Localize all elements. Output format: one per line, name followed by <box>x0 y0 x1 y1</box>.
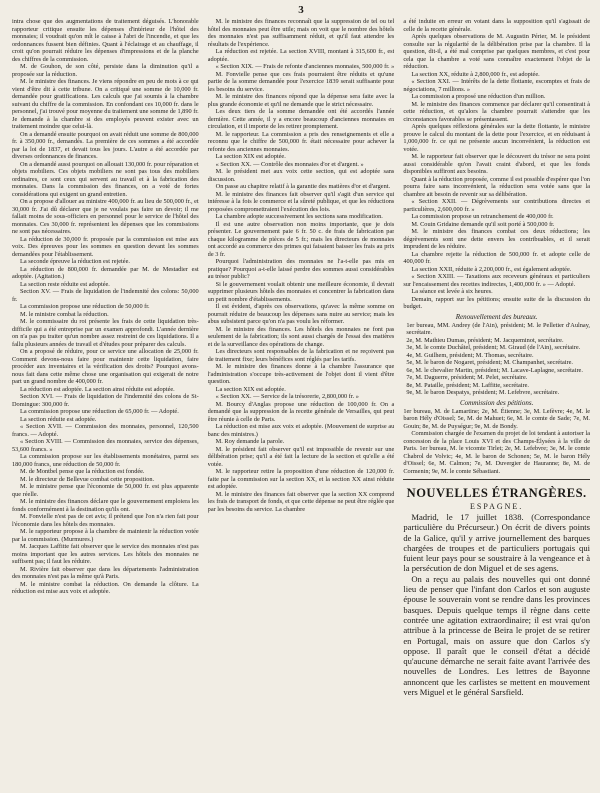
paragraph: Demain, rapport sur les pétitions; ensuite suite de la discussion du budget. <box>403 295 590 310</box>
paragraph: M. Jacques Laffitte fait observer que le service des monnaies n'est pas moins important que les autres services. Les hôtels des monnaies ne suffisent pas; il faut les réduire. <box>12 543 199 565</box>
paragraph: M. le ministre des finances combat ces deux réductions; les dégrèvements sont une dette envers les contribuables, et il serait imprudent de les réduire. <box>403 228 590 250</box>
paragraph: « Section XIX. — Frais de refonte d'anciennes monnaies, 500,000 fr. » <box>215 63 395 70</box>
paragraph: « Section XX. — Contrôle des monnaies d'or et d'argent. » <box>215 160 364 168</box>
column-2 <box>208 18 395 789</box>
paragraph: Il est évident, d'après ces observations, qu'avec la même somme on pourrait réduire de beaucoup les dépenses sans nuire au service; mais les abus subsistent parce qu'on n'a pas voulu les réformer. <box>207 303 395 325</box>
paragraph: Il est une autre observation non moins importante, que je dois présenter. Le gouvernement paie 6 fr. 50 c. de frais de fabrication par chaque kilogramme de pièces de 5 fr.; mais les directeurs de monnaies ont accordé au commerce des primes qui faisaient baisser les frais au prix de 3 fr. <box>207 220 395 258</box>
paragraph: La commission propose une réduction de 65,000 fr. — Adopté. <box>20 408 179 415</box>
paragraph: M. Rivière fait observer que dans les départements l'administration des monnaies n'est pas la même qu'à Paris. <box>12 565 199 580</box>
paragraph: M. le rapporteur. La commission a pris des renseignements et elle a reconnu que le chiffre de 500,000 fr. était nécessaire pour achever la refonte des anciennes monnaies. <box>207 130 395 153</box>
renouvellement-title: Renouvellement des bureaux. <box>455 312 538 321</box>
bureau-entry: 8e, M. Pataille, président; M. Laffitte, secrétaire. <box>406 381 529 389</box>
foreign-text: On a reçu au palais des nouvelles qui ont donné lieu de penser que l'infant don Carlos et son auguste épouse le souverain vont se rendre dans les provinces basques. Depuis quelque temps il règne dans cette contrée une agitation extraordinaire; il est vrai qu'on attribue à la princesse de Beira le projet de se retirer en Portugal, mais on assure que don Carlos s'y oppose. Il paraît que le conseil d'état a décidé qu'aucune démarche ne serait faite avant l'arrivée des nouvelles de Londres. Les lettres de Bayonne annoncent que les carlistes se mettent en mouvement vers Miguel et le général Sarsfield. <box>403 573 590 698</box>
foreign-lead: Madrid, le 17 juillet 1838. (Correspondance particulière du Précurseur.) On écrit de divers points de la Galice, qu'il y arrive journellement des barques chargées de troupes et de particuliers portugais qui fuient leur pays pour se soustraire à la vengeance et à la persécution de don Miguel et de ses agens. <box>403 512 590 574</box>
bureau-entry: 1er bureau, MM. Andrey (de l'Ain), président; M. le Pelletier d'Aulnay, secrétaire. <box>406 321 590 336</box>
paragraph: M. le président met aux voix cette section, qui est adoptée sans discussion. <box>207 168 395 183</box>
paragraph: La séance est levée à six heures. <box>411 288 493 295</box>
section-rule <box>403 479 590 480</box>
paragraph: Après quelques réflexions générales sur la dette flottante, le ministre prouve le calcul du montant de la dette pour l'exercice, et en réduisant à 1,000,000 fr. ce qui ne présente aucun inconvénient, la réduction est votée. <box>403 123 590 153</box>
paragraph: Après quelques observations de M. Augustin Périer, M. le président consulte sur la régularité de la délibération prise par la chambre. Il la question, dit-il, a été mal comprise par quelques membres, et c'est pour cela que la chambre a voté sans connaître exactement l'objet de la réduction. <box>403 33 590 70</box>
paragraph: La commission propose une réduction de 50,000 fr. <box>20 303 150 310</box>
paragraph: La seconde épreuve la réduction est rejetée. <box>20 258 130 265</box>
paragraph: La section reste réduite est adoptée. <box>20 280 110 288</box>
paragraph: M. Bourcy d'Anglas propose une réduction de 100,000 fr. On a demandé que la suppression de la recette générale de Versailles, qui peut être réunie à celle de Paris. <box>207 400 395 423</box>
paragraph: On a demandé aussi pourquoi on allouait 130,000 fr. pour réparation et objets mobiliers. Ces objets mobiliers ne sont pas tous des mobiliers ordinaires, ce sont ceux qui servent au travail et à la fabrication des monnaies. Dans la commission des finances, on a voté de fortes considérations qui exigent un grand entretien. <box>12 160 199 198</box>
paragraph: « Section XVII. — Commission des monnaies, personnel, 120,500 francs. — Adopté. <box>12 423 199 438</box>
paragraph: Les deux tiers de la somme demandée ont été accordés l'année dernière. Cette année, il y a encore beaucoup d'anciennes monnaies en circulation, et il importe de les retirer promptement. <box>207 108 395 130</box>
paragraph: M. le ministre des finances commence par déclarer qu'il consentirait à cette réduction, et qu'alors la chambre pourrait s'attendre que les circonstances favorables se présentassent. <box>403 100 590 123</box>
paragraph: La réduction est mise aux voix et adoptée. (Mouvement de surprise au banc des ministres.) <box>207 423 395 438</box>
paragraph: Les directeurs sont responsables de la fabrication et ne reçoivent pas de traitement fixe; leurs bénéfices sont réglés par les tarifs. <box>207 348 395 363</box>
paragraph: M. le ministre des finances déclare que le gouvernement emploiera les fonds conformément à la destination qu'ils ont. <box>12 498 199 513</box>
paragraph: La commission propose un retranchement de 400,000 fr. <box>411 213 554 220</box>
paragraph: « Section XXIII. — Taxations aux receveurs généraux et particuliers sur l'encaissement des recettes indirectes, 1,400,000 fr. » — Adopté. <box>403 273 590 288</box>
paragraph: La réduction est adoptée. La section ainsi réduite est adoptée. <box>20 385 175 393</box>
bureau-entry: 2e, M. Mathieu Dumas, président; M. Jacqueminot, secrétaire. <box>406 336 564 344</box>
bureau-entry: 3e, M. le comte Duchâtel, président; M. Giraud (de l'Ain), secrétaire. <box>406 344 581 351</box>
commission-title: Commission des pétitions. <box>460 398 534 407</box>
paragraph: La réduction de 30,000 fr. proposée par la commission est mise aux voix. Des épreuves pour les sommes en question devant les sommes demandées pour l'établissement. <box>12 235 199 258</box>
paragraph: La section XXII, réduite à 2,200,000 fr., est également adoptée. <box>411 265 572 273</box>
paragraph: M. Fonvielle n'est pas de cet avis; il prétend que l'on n'a rien fait pour l'économie dans les hôtels des monnaies. <box>12 513 199 528</box>
foreign-country: ESPAGNE. <box>470 502 524 511</box>
paragraph: La section XX, réduite à 2,800,000 fr., est adoptée. <box>411 70 540 78</box>
paragraph: M. le ministre des finances donne à la chambre l'assurance que l'administration s'occupe très-activement de l'objet dont il vient d'être question. <box>207 363 395 385</box>
paragraph: a été induite en erreur en votant dans la supposition qu'il s'agissait de celle de la recette générale. <box>403 18 590 33</box>
columns <box>12 18 590 789</box>
paragraph: La commission propose sur les établissements monétaires, parmi ses 180,000 francs, une réduction de 50,000 fr. <box>12 453 199 468</box>
paragraph: La commission a proposé une réduction d'un million. <box>411 93 546 100</box>
paragraph: M. Couin Gridaine demande qu'il soit porté à 500,000 fr. <box>411 220 555 228</box>
paragraph: La section XIX est adoptée. <box>215 153 286 160</box>
paragraph: M. le directeur de Bellevue combat cette proposition. <box>20 475 155 483</box>
paragraph: M. le ministre des finances fait observer qu'il s'agit d'un service qui intéresse à la fois le commerce et la sûreté publique, et que les réductions proposées compromettraient l'exécution des lois. <box>207 190 395 213</box>
paragraph: La réduction de 800,000 fr. demandée par M. de Mestadier est adoptée. (Agitation.) <box>12 265 199 280</box>
paragraph: Si le gouvernement voulait obtenir une meilleure économie, il devrait supprimer plusieurs hôtels des monnaies et concentrer la fabrication dans un petit nombre d'établissements. <box>207 280 395 303</box>
paragraph: M. Fonvielle pense que ces frais pourraient être réduits et qu'une partie de la somme demandée pour l'exercice 1839 serait suffisante pour les besoins du service. <box>207 70 395 93</box>
paragraph: M. le ministre des finances. Les hôtels des monnaies ne font pas seulement de la fabrication; ils sont aussi chargés de l'essai des matières et de la surveillance des opérations de change. <box>207 325 395 348</box>
column-3-body <box>403 18 590 311</box>
paragraph: Quant à la réduction proposée, comme il est possible d'espérer que l'on pourra faire sans inconvénient, la réduction sera votée sans que la chambre ait besoin de revenir sur sa délibération. <box>403 175 590 198</box>
paragraph: Section XV. — Frais de liquidation de l'indemnité des colons: 50,000 fr. <box>12 288 199 303</box>
paragraph: Section XVI. — Frais de liquidation de l'indemnité des colons de St-Domingue: 300,000 fr. <box>12 393 199 408</box>
paragraph: La section XIX est adoptée. <box>215 385 286 393</box>
paragraph: La chambre adopte successivement les sections sans modification. <box>215 213 383 220</box>
paragraph: Pourquoi l'administration des monnaies ne l'a-t-elle pas mis en pratique? Pourquoi a-t-elle laissé perdre des sommes aussi considérables au trésor public? <box>207 258 395 280</box>
paragraph: M. le ministre pense que l'économie de 50,000 fr. est plus apparente que réelle. <box>12 483 199 498</box>
paragraph: M. le rapporteur propose à la chambre de maintenir la réduction votée par la commission. (Murmures.) <box>12 528 199 543</box>
bureau-entry: 4e, M. Guilhem, président; M. Thomas, secrétaire. <box>406 351 534 359</box>
paragraph: « Section XXII. — Dégrèvements sur contributions directes et particulières, 2,600,000 fr. » <box>403 198 590 213</box>
column-1 <box>12 18 199 789</box>
paragraph: On a propose d'allouer au ministre 400,000 fr. au lieu de 500,000 fr., et 30,000 fr. J'ai dû déclarer que je ne voulais pas faire un devoir; il me fallait moins de sous-officiers en personnel pour le service de l'hôtel des monnaies. Ces 30,000 fr. représentent les dépenses que les commissions ne sont pas nécessaires. <box>12 198 199 235</box>
paragraph: M. le ministre des finances reconnaît que la suppression de tel ou tel hôtel des monnaies peut être utile; mais on voit que le nombre des hôtels des monnaies n'est pas suffisamment réduit, et qu'il faut attendre les résultats de l'expérience. <box>207 18 395 48</box>
commission-text: 1er bureau, M. de Lamartine; 2e, M. Étienne; 3e, M. Lefèvre; 4e, M. le baron Hély d'Oissel; 5e, M. de Mahuet; 6e, M. le comte de Sade; 7e, M. Gouin; 8e, M. de Puységur; 9e, M. de Bondy. <box>403 407 590 430</box>
commission-2-text: Commission chargée de l'examen du projet de loi tendant à autoriser la concession de la place Louis XVI et des Champs-Élysées à la ville de Paris. 1er bureau, M. le vicomte Tirlet; 2e, M. Lefebvre; 3e, M. le comte Chabrol de Volvic; 4e, M. le baron de Schonen; 5e, M. le baron Hély d'Oissel; 6e, M. Calmon; 7e, M. Duvergier de Hauranne; 8e, M. de Cormenin; 9e, M. le comte Sébastiani. <box>403 430 590 475</box>
paragraph: « Section XX. — Service de la trésorerie, 2,800,000 fr. » <box>215 393 359 400</box>
bureau-entry: 5e, M. le baron de Nogaret, président; M. Champanhet, secrétaire. <box>406 359 573 366</box>
bureau-entry: 6e, M. le chevalier Martin, président; M. Lacave-Laplagne, secrétaire. <box>406 366 583 374</box>
bureau-entry: 9e, M. le baron Despatys, président; M. Lefebvre, secrétaire. <box>406 389 560 396</box>
paragraph: M. le ministre des finances fait observer que la section XX comprend les frais de transport de fonds, et que cette dépense ne peut être réglée que par les besoins du service. La chambre <box>207 490 395 513</box>
paragraph: On passe au chapitre relatif à la garantie des matières d'or et d'argent. <box>215 183 391 190</box>
paragraph: M. le rapporteur retire la proposition d'une réduction de 120,000 fr. faite par la commission sur la section XX, et la section XX ainsi réduite est adoptée. <box>207 468 395 490</box>
paragraph: On a proposé de réduire, pour ce service une allocation de 25,000 fr. Comment devons-nous faire pour maintenir cette liquidation, faire procéder aux inventaires et la vérification des droits? Pourquoi avons-nous fait dans cette même chose une organisation qui exigerait de notre part un grand nombre de 400,000 fr. <box>12 348 199 385</box>
paragraph: M. le ministre combat la réduction. On demande la clôture. La réduction est mise aux voix et adoptée. <box>12 580 199 595</box>
paragraph: M. le commissaire du roi présente les frais de cette liquidation très-difficile qui a été entreprise par un examen approfondi. L'année dernière on n'a pas pu traiter qu'un nombre assez restreint de ces liquidations. Il a fallu plusieurs années de travail et d'études pour préparer des calculs. <box>12 318 199 348</box>
paragraph: M. le ministre combat la réduction. <box>20 310 109 318</box>
column-3 <box>403 18 590 789</box>
paragraph: M. Roy demande la parole. <box>215 438 285 445</box>
foreign-news-heading: NOUVELLES ÉTRANGÈRES. <box>406 486 587 500</box>
paragraph: La section réduite est adoptée. <box>20 415 97 423</box>
paragraph: M. de Montbel pense que la réduction est fondée. <box>20 468 145 475</box>
paragraph: La réduction est rejetée. La section XVIII, montant à 315,600 fr., est adoptée. <box>207 48 395 63</box>
paragraph: M. le ministre des finances répond que la dépense sera faite avec la plus grande économie et qu'il ne demande que le strict nécessaire. <box>207 93 395 108</box>
paragraph: M. de Gouhon, de son côté, persiste dans la diminution qu'il a proposée sur la réduction. <box>12 63 199 78</box>
renouvellement-list <box>403 322 590 397</box>
paragraph: M. le président fait observer qu'il est impossible de revenir sur une délibération prise; qu'il a été fait la lecture de la section et qu'elle a été votée. <box>207 445 395 468</box>
page-number: 3 <box>298 4 304 16</box>
paragraph: « Section XXI. — Intérêts de la dette flottante, escomptes et frais de négociations, 7 millions. » <box>403 78 590 93</box>
bureau-entry: 7e, M. Daguerre, président; M. Pelet, secrétaire. <box>406 374 528 381</box>
paragraph: M. le rapporteur fait observer que le découvert du trésor ne sera point aussi considérable qu'on l'avait craint d'abord, et que les fonds disponibles suffiront aux besoins. <box>403 153 590 175</box>
paragraph: « Section XVIII. — Commission des monnaies, service des dépenses, 53,600 francs. » <box>12 438 199 453</box>
paragraph: intra chose que des augmentations de traitement déguisés. L'honorable rapporteur critique ensuite les dépenses d'intérieur de l'hôtel des monnaies; il voudrait qu'on mît le caisse à l'abri de l'incendie, et que les ordonnances fussent bien définies. Quant à l'éclairage et au chauffage, il croit qu'on pourrait réduire les dépenses d'impressions et de la planche des chiffres de la commission. <box>12 18 199 63</box>
paragraph: M. le ministre des finances. Je viens répondre en peu de mots à ce qui vient d'être dit à cette tribune. On a critiqué une somme de 10,000 fr. demandée pour gratifications. Les calculs que j'ai soumis à la chambre suivant du chiffre de la commission. En confondant ces 10,000 fr. dans le personnel, j'ai trouvé pour moyenne du traitement une somme de 1,890 fr. Je demande à la chambre si des employés peuvent exister avec un traitement moindre que celui-là. <box>12 78 199 130</box>
paragraph: La chambre rejette la réduction de 500,000 fr. et adopte celle de 400,000 fr. <box>403 250 590 265</box>
paragraph: On a demandé ensuite pourquoi on avait réduit une somme de 800,000 fr. à 350,000 fr., demandés. La première de ces sommes a été accordée par la loi de 1837, et devait tous les jours. L'autre a été accordée par diverses ordonnances de finances. <box>12 130 199 160</box>
